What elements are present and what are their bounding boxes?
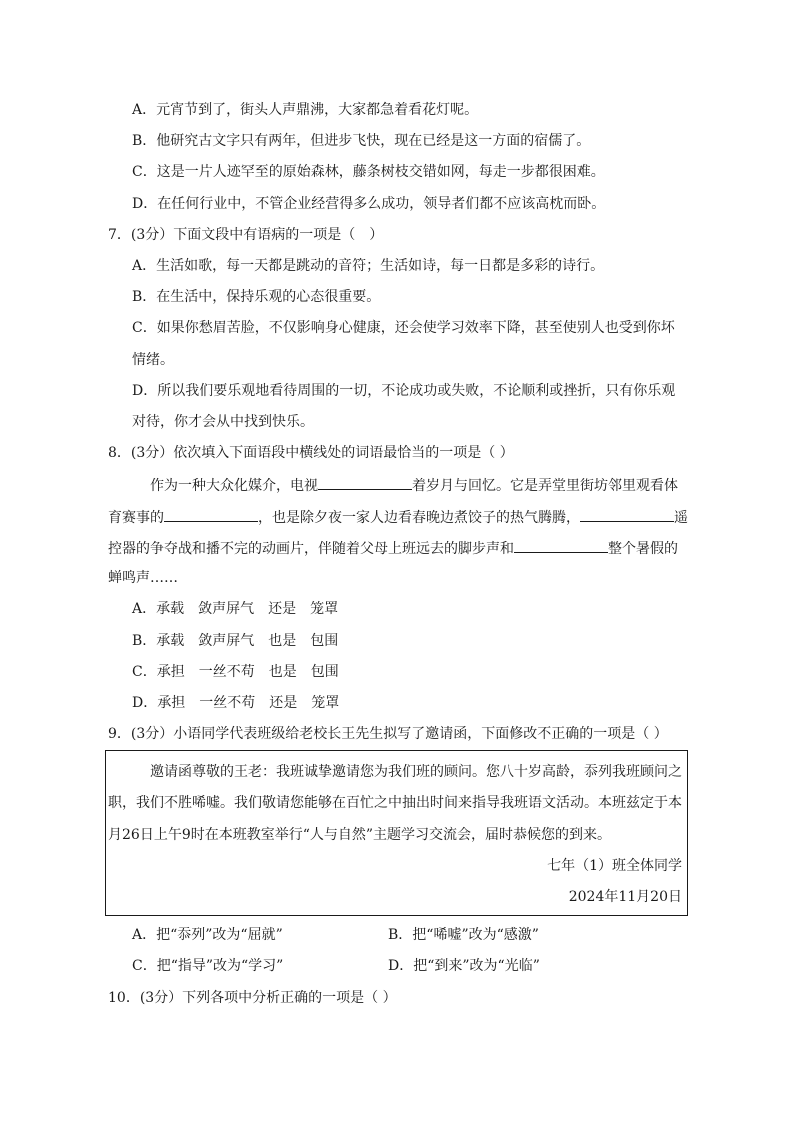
q8-option-c: C．承担 一丝不苟 也是 包围 bbox=[132, 664, 339, 680]
prev-option-b: B．他研究古文字只有两年，但进步飞快，现在已经是这一方面的宿儒了。 bbox=[132, 133, 591, 149]
q9-option-a: A．把“忝列”改为“屈就” bbox=[132, 927, 283, 943]
fill-blank-4 bbox=[514, 537, 608, 553]
q7-option-c-line2: 情绪。 bbox=[132, 352, 174, 368]
q7-option-b: B．在生活中，保持乐观的心态很重要。 bbox=[132, 289, 381, 305]
q8-option-a: A．承载 敛声屏气 还是 笼罩 bbox=[132, 601, 339, 617]
letter-line3: 月26日上午9时在本班教室举行“人与自然”主题学习交流会，届时恭候您的到来。 bbox=[108, 827, 612, 843]
q9-option-b: B．把“唏嘘”改为“感激” bbox=[388, 927, 539, 943]
letter-line2: 职，我们不胜唏嘘。我们敬请您能够在百忙之中抽出时间来指导我班语文活动。本班兹定于本 bbox=[108, 795, 682, 811]
q9-stem: 9．(3分）小语同学代表班级给老校长王先生拟写了邀请函，下面修改不正确的一项是（ ） bbox=[108, 726, 668, 742]
q8-option-b: B．承载 敛声屏气 也是 包围 bbox=[132, 633, 339, 649]
q9-option-c: C．把“指导”改为“学习” bbox=[132, 958, 284, 974]
letter-line1: 邀请函尊敬的王老：我班诚挚邀请您为我们班的顾问。您八十岁高龄，忝列我班顾问之 bbox=[150, 764, 682, 780]
fill-blank-3 bbox=[580, 506, 674, 522]
q7-option-d-line2: 对待，你才会从中找到快乐。 bbox=[132, 414, 314, 430]
q7-option-a: A．生活如歌，每一天都是跳动的音符；生活如诗，每一日都是多彩的诗行。 bbox=[132, 258, 605, 274]
q8-passage-text: 整个暑假的 bbox=[608, 541, 678, 557]
q9-option-d: D．把“到来”改为“光临” bbox=[388, 958, 540, 974]
q10-stem: 10．(3分）下列各项中分析正确的一项是（ ） bbox=[108, 990, 397, 1006]
q8-passage-text: 控器的争夺战和播不完的动画片，伴随着父母上班远去的脚步声和 bbox=[108, 541, 514, 557]
q8-passage-text: 着岁月与回忆。它是弄堂里街坊邻里观看体 bbox=[412, 478, 678, 494]
letter-date: 2024年11月20日 bbox=[568, 889, 682, 905]
q8-option-d: D．承担 一丝不苟 还是 笼罩 bbox=[132, 695, 340, 711]
q8-stem: 8．(3分）依次填入下面语段中横线处的词语最恰当的一项是（ ） bbox=[108, 445, 514, 461]
q7-option-c-line1: C．如果你愁眉苦脸，不仅影响身心健康，还会使学习效率下降，甚至使别人也受到你坏 bbox=[132, 320, 675, 336]
prev-option-d: D．在任何行业中，不管企业经营得多么成功，领导者们都不应该高枕而卧。 bbox=[132, 196, 606, 212]
prev-option-c: C．这是一片人迹罕至的原始森林，藤条树枝交错如网，每走一步都很困难。 bbox=[132, 164, 605, 180]
fill-blank-2 bbox=[164, 506, 258, 522]
q8-passage-text: 遥 bbox=[674, 510, 688, 526]
fill-blank-1 bbox=[318, 474, 412, 490]
q8-passage-line3 bbox=[108, 537, 678, 557]
letter-signature: 七年（1）班全体同学 bbox=[547, 858, 682, 874]
q8-passage-text: ，也是除夕夜一家人边看春晚边煮饺子的热气腾腾， bbox=[258, 510, 580, 526]
prev-option-a: A．元宵节到了，街头人声鼎沸，大家都急着看花灯呢。 bbox=[132, 102, 479, 118]
q8-passage-text: 育赛事的 bbox=[108, 510, 164, 526]
q8-passage-text: 作为一种大众化媒介，电视 bbox=[150, 478, 318, 494]
q7-stem: 7．(3分）下面文段中有语病的一项是（ ） bbox=[108, 227, 384, 243]
q8-passage-line4: 蝉鸣声…… bbox=[108, 570, 178, 586]
q8-passage-line1 bbox=[150, 474, 678, 494]
q7-option-d-line1: D．所以我们要乐观地看待周围的一切，不论成功或失败，不论顺利或挫折，只有你乐观 bbox=[132, 383, 676, 399]
q8-passage-line2 bbox=[108, 506, 688, 526]
